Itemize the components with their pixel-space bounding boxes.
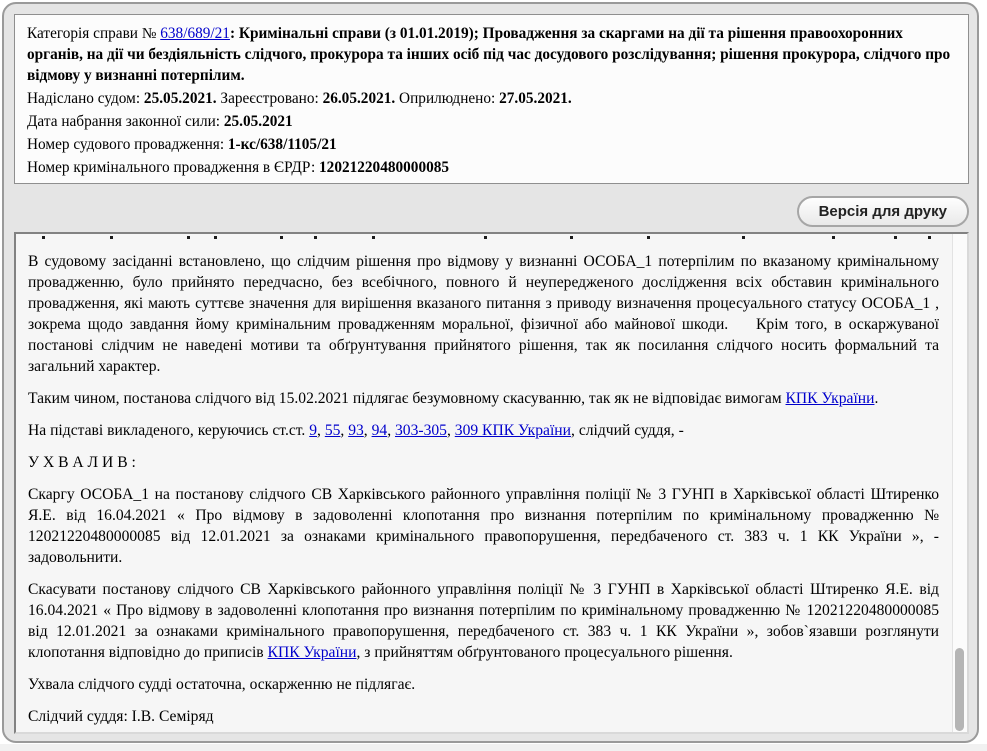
text-segment: , — [340, 422, 349, 439]
text-segment: Ухвала слідчого судді остаточна, оскарженню не підлягає. — [28, 676, 416, 693]
text-segment: , — [387, 422, 395, 439]
text-segment: На підставі викладеного, керуючись ст.ст. — [28, 422, 310, 439]
text-segment: Слідчий суддя: І.В. Семіряд — [28, 708, 214, 725]
text-segment: 12021220480000085 — [319, 159, 450, 176]
legal-reference-link[interactable]: КПК України — [785, 390, 875, 407]
findings-paragraph — [28, 251, 939, 377]
text-segment: Категорія справи № — [27, 25, 161, 42]
scrollbar-thumb[interactable] — [955, 648, 964, 731]
text-segment: У Х В А Л И В : — [28, 454, 136, 471]
text-segment: В судовому засіданні встановлено, що слідчим рішення про відмову у визнанні ОСОБА_1 потерпілим по вказаному кримінальному провадженню, було прийнято передчасно, без всебічного, повного й неупередженого дослідження всіх обставин кримінального провадження, які мають суттєве значення для вирішення вказаного питання з приводу визначення процесуального статусу ОСОБА_1 , зокрема щодо завдання йому кримінальним провадженням моральної, фізичної або майнової шкоди. Крім того, в оскаржуваної постанові слідчим не наведені мотиви та обґрунтування прийнятого рішення, так як посилання слідчого носить формальний та загальний характер. — [28, 253, 939, 375]
text-segment: : — [229, 25, 239, 42]
text-segment: Дата набрання законної сили: — [27, 113, 224, 130]
page-footer-strip — [0, 744, 987, 751]
document-body — [16, 235, 967, 727]
text-segment: Зареєстровано: — [216, 90, 323, 107]
text-segment: Кримінальні справи (з 01.01.2019); Провадження за скаргами на дії та рішення правоохоронних органів, на дії чи бездіяльність слідчого, прокурора та інших осіб під час досудового розслідування; рішення прокурора, слідчого про відмову у визнанні потерпілим. — [27, 25, 951, 84]
text-segment: 25.05.2021. — [143, 90, 217, 107]
text-segment: Оприлюднено: — [395, 90, 500, 107]
court-proceeding-number-line — [27, 134, 956, 155]
text-segment: 1-кс/638/1105/21 — [227, 136, 337, 153]
legal-reference-link[interactable]: 309 КПК України — [454, 422, 572, 439]
text-segment: , — [317, 422, 325, 439]
legal-reference-link[interactable]: 94 — [371, 422, 388, 439]
ruling-cancel-paragraph — [28, 579, 939, 663]
text-segment: Номер судового провадження: — [27, 136, 228, 153]
legal-reference-link[interactable]: 9 — [309, 422, 318, 439]
judge-signature — [28, 706, 939, 727]
text-segment: Скасувати постанову слідчого СВ Харківського районного управління поліції № 3 ГУНП в Харківської області Штиренко Я.Е. від 16.04.2021 « Про відмову в задоволенні клопотання про визнання потерпілим по кримінальному провадженню № 12021220480000085 від 12.01.2021 за ознаками кримінального правопорушення, передбаченого ст. 383 ч. 1 КК України », зобов`язавши розглянути клопотання відповідно до приписів — [28, 581, 939, 661]
text-segment: 25.05.2021 — [223, 113, 293, 130]
legal-reference-link[interactable]: КПК України — [267, 644, 357, 661]
legal-reference-link[interactable]: 638/689/21 — [160, 25, 230, 42]
finality-paragraph — [28, 674, 939, 695]
legal-reference-link[interactable]: 93 — [348, 422, 364, 439]
text-segment: Надіслано судом: — [27, 90, 144, 107]
text-segment: Номер кримінального провадження в ЄРДР: — [27, 159, 320, 176]
decision-panel — [2, 2, 979, 743]
legal-reference-link[interactable]: 303-305 — [394, 422, 447, 439]
legal-basis-paragraph — [28, 420, 939, 441]
clipped-text-line — [28, 235, 939, 240]
scrollbar-track[interactable] — [952, 234, 967, 732]
text-segment: 26.05.2021. — [322, 90, 396, 107]
case-info-box — [14, 14, 969, 184]
text-segment: , — [446, 422, 455, 439]
text-segment: . — [874, 390, 879, 407]
dates-line — [27, 88, 956, 109]
conclusion-paragraph — [28, 388, 939, 409]
text-segment: Скаргу ОСОБА_1 на постанову слідчого СВ Харківського районного управління поліції № 3 ГУНП в Харківської області Штиренко Я.Е. від 16.04.2021 « Про відмову в задоволенні клопотання про визнання потерпілим по кримінальному провадженню № 12021220480000085 від 12.01.2021 за ознаками кримінального правопорушення, передбаченого ст. 383 ч. 1 КК України », - задовольнити. — [28, 486, 939, 566]
text-segment: , слідчий суддя, - — [571, 422, 684, 439]
erdr-number-line — [27, 157, 956, 178]
case-category-line — [27, 23, 956, 86]
ruling-heading — [28, 452, 939, 473]
legal-reference-link[interactable]: 55 — [324, 422, 341, 439]
text-segment: 27.05.2021. — [499, 90, 572, 107]
ruling-satisfy-paragraph — [28, 484, 939, 568]
text-segment: , — [363, 422, 372, 439]
text-segment: Таким чином, постанова слідчого від 15.02.2021 підлягає безумовному скасуванню, так як не відповідає вимогам — [28, 390, 786, 407]
document-viewer[interactable] — [14, 232, 969, 734]
text-segment: , з прийняттям обґрунтованого процесуального рішення. — [356, 644, 733, 661]
legal-force-date-line — [27, 111, 956, 132]
print-version-button[interactable]: Версія для друку — [797, 196, 969, 227]
